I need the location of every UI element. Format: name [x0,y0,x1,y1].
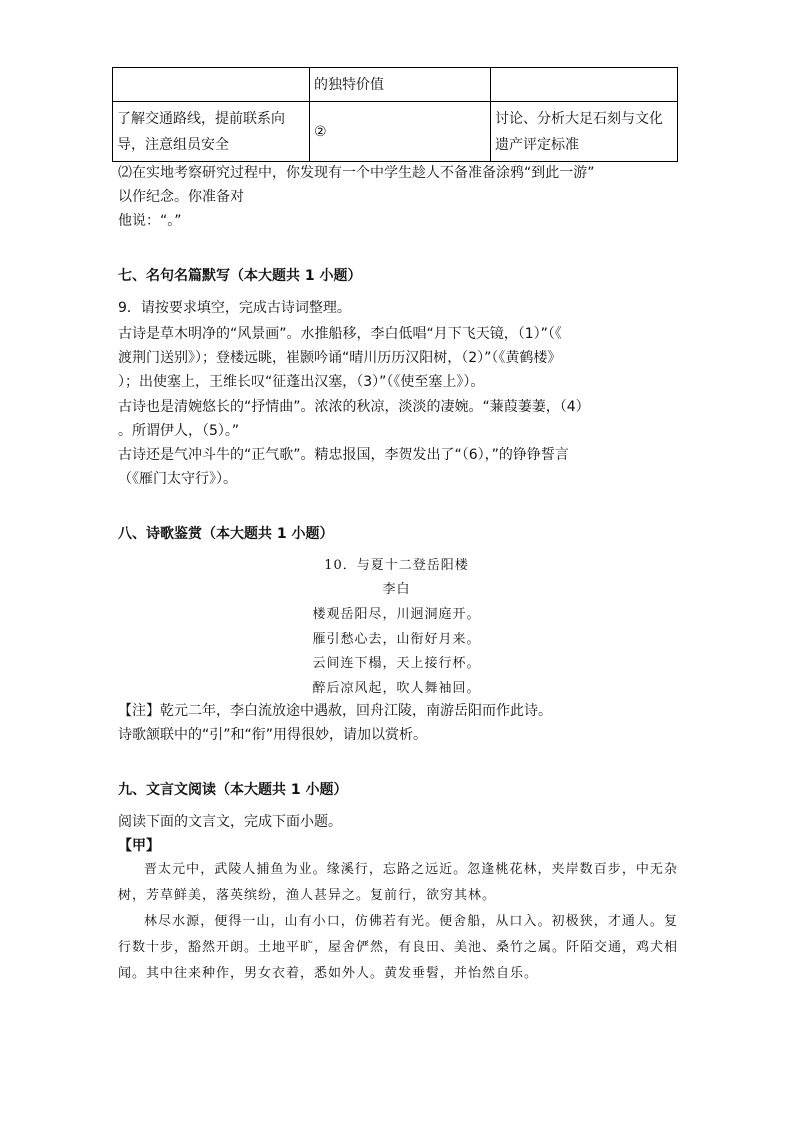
text-line: 9．请按要求填空，完成古诗词整理。 [118,300,351,316]
text-line: （《雁门太守行》）。 [118,471,237,487]
table-cell: 了解交通路线，提前联系向导，注意组员安全 [113,102,310,162]
question-2-line: 他说：“。” [118,213,182,229]
text-line: 古诗还是气冲斗牛的“正气歌”。精忠报国，李贺发出了“（6），”的铮铮誓言 [118,447,569,463]
table-cell: 讨论、分析大足石刻与文化遗产评定标准 [491,102,678,162]
section-8-heading: 八、诗歌鉴赏（本大题共 1 小题） [118,526,334,542]
text-line: ）；出使塞上，王维长叹“征蓬出汉塞，（3）”（《使至塞上》）。 [118,374,485,390]
poem-author: 李白 [382,582,411,597]
question-2-line: 以作纪念。你准备对 [118,189,244,205]
text-line: 古诗是草木明净的“风景画”。水推船移，李白低唱“月下飞天镜，（1）”（《 [118,326,562,342]
section-7-heading: 七、名句名篇默写（本大题共 1 小题） [118,268,362,284]
part-label: 【甲】 [118,838,160,854]
table-cell: ② [310,102,491,162]
classical-paragraph: 晋太元中，武陵人捕鱼为业。缘溪行，忘路之远近。忽逢桃花林，夹岸数百步，中无杂树，芳草鲜美，落英缤纷，渔人甚异之。复前行，欲穷其林。 [118,862,678,903]
question-2-line: ⑵在实地考察研究过程中，你发现有一个中学生趁人不备准备涂鸦“到此一游” [118,165,595,181]
reading-intro: 阅读下面的文言文，完成下面小题。 [118,814,342,830]
section-9-heading: 九、文言文阅读（本大题共 1 小题） [118,782,348,798]
table-row [113,68,678,102]
text-line: 。所谓伊人，（5）。” [118,423,240,439]
poem-line: 楼观岳阳尽，川迥洞庭开。 [312,607,481,622]
table-cell [491,68,678,102]
text-line: 渡荆门送别》）；登楼远眺，崔颢吟诵“晴川历历汉阳树，（2）”（《黄鹤楼》 [118,350,562,366]
poem-line: 云间连下榻，天上接行杯。 [312,656,481,671]
table-row [113,102,678,162]
table-cell: 的独特价值 [310,68,491,102]
classical-text [118,857,678,987]
table-cell [113,68,310,102]
poem-note: 【注】乾元二年，李白流放途中遇赦，回舟江陵，南游岳阳而作此诗。 [118,703,552,719]
text-line: 古诗也是清婉悠长的“抒情曲”。浓浓的秋凉，淡淡的凄婉。“蒹葭萋萋，（4） [118,399,590,415]
poem-title: 10．与夏十二登岳阳楼 [324,558,469,573]
poem-question: 诗歌颔联中的“引”和“衔”用得很妙，请加以赏析。 [118,727,428,743]
poem-line: 醉后凉风起，吹人舞袖回。 [312,681,481,696]
plan-table [112,67,678,162]
classical-paragraph: 林尽水源，便得一山，山有小口，仿佛若有光。便舍船，从口入。初极狭，才通人。复行数十步，豁然开朗。土地平旷，屋舍俨然，有良田、美池、桑竹之属。阡陌交通，鸡犬相闻。其中往来种作，男女衣着，悉如外人。黄发垂髫，并怡然自乐。 [118,914,679,981]
poem-line: 雁引愁心去，山衔好月来。 [312,632,481,647]
